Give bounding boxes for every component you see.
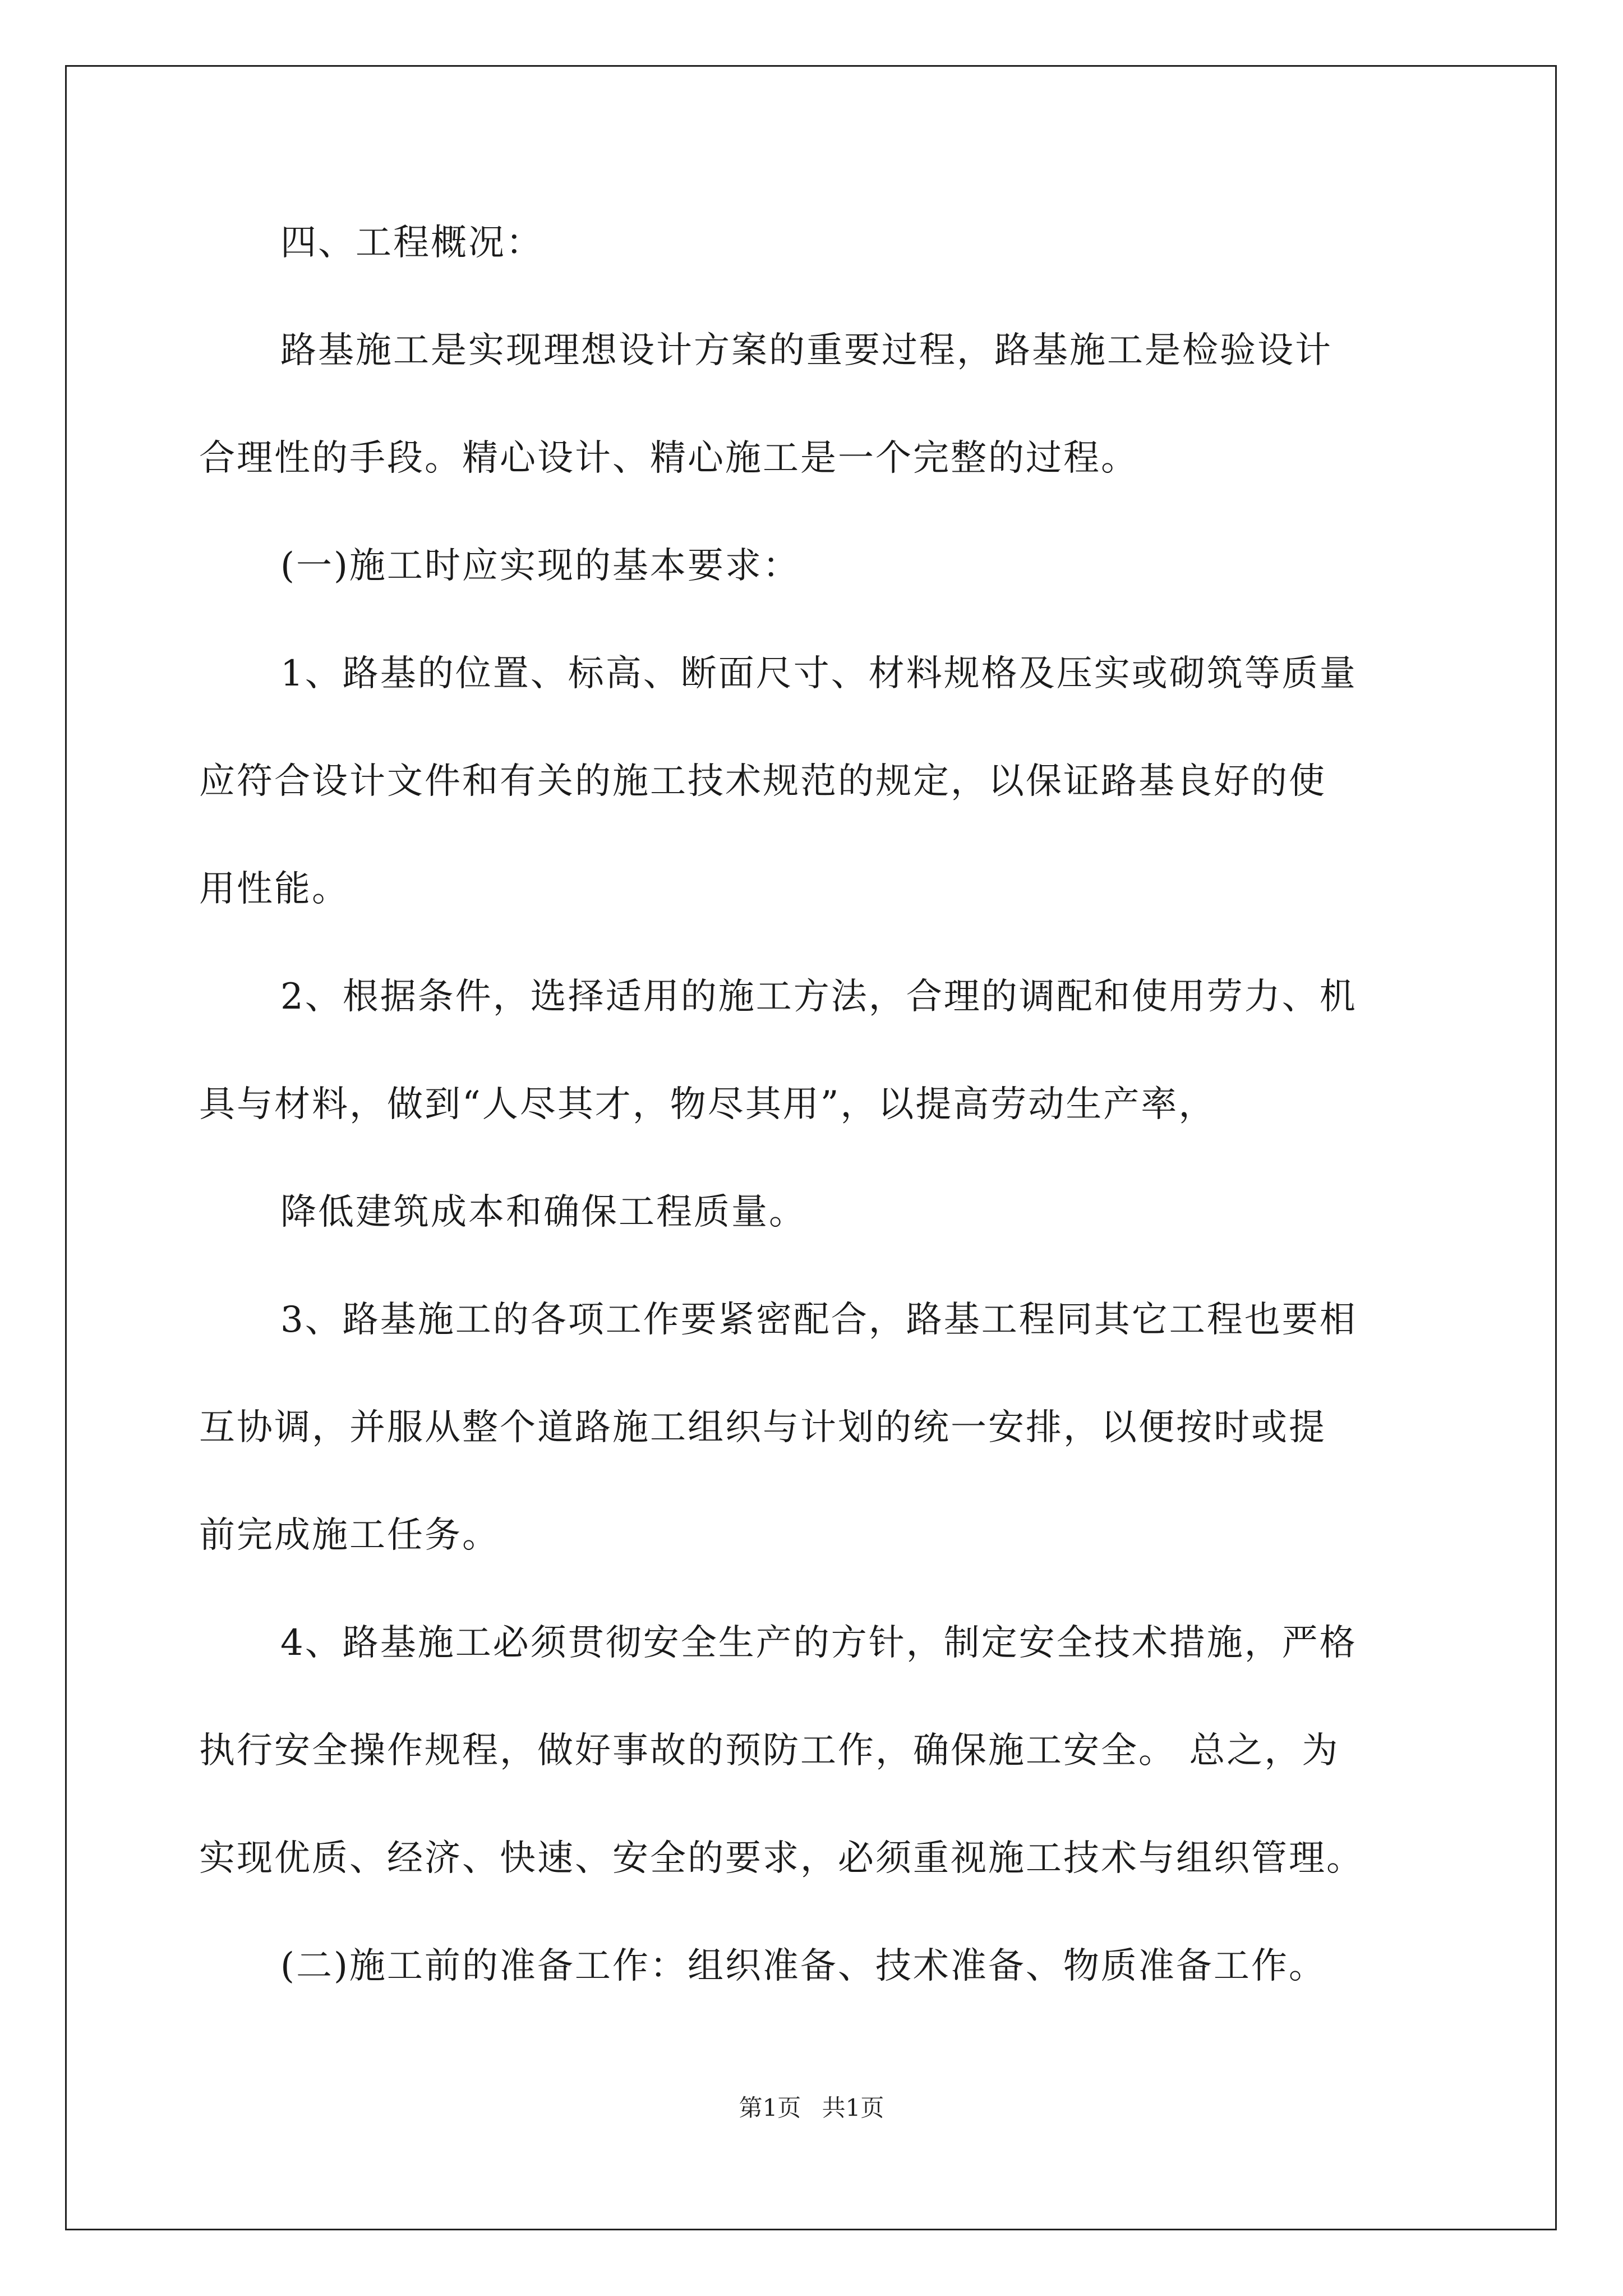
paragraph-line: 前完成施工任务。 [199,1515,500,1556]
paragraph-line: 路基施工是实现理想设计方案的重要过程，路基施工是检验设计 [280,330,1332,371]
subsection-heading: (二)施工前的准备工作：组织准备、技术准备、物质准备工作。 [280,1945,1326,1987]
page-border [65,65,1557,2230]
paragraph-line: 2、根据条件，选择适用的施工方法，合理的调配和使用劳力、机 [280,976,1357,1018]
page-total: 共1页 [822,2094,884,2122]
paragraph-line: 3、路基施工的各项工作要紧密配合，路基工程同其它工程也要相 [280,1299,1357,1341]
paragraph-line: 应符合设计文件和有关的施工技术规范的规定，以保证路基良好的使 [199,761,1326,802]
paragraph-line: 1、路基的位置、标高、断面尺寸、材料规格及压实或砌筑等质量 [280,653,1357,694]
paragraph-line: 实现优质、经济、快速、安全的要求，必须重视施工技术与组织管理。 [199,1838,1364,1879]
paragraph-line: 互协调，并服从整个道路施工组织与计划的统一安排，以便按时或提 [199,1407,1326,1448]
paragraph-line: 降低建筑成本和确保工程质量。 [280,1191,806,1233]
subsection-heading: (一)施工时应实现的基本要求： [280,545,800,587]
paragraph-line: 执行安全操作规程，做好事故的预防工作，确保施工安全。 总之，为 [199,1730,1340,1772]
paragraph-line: 4、路基施工必须贯彻安全生产的方针，制定安全技术措施，严格 [280,1622,1357,1664]
section-heading: 四、工程概况： [280,222,543,264]
paragraph-line: 具与材料，做到“人尽其才，物尽其用”，以提高劳动生产率， [199,1084,1216,1125]
paragraph-line: 用性能。 [199,868,349,910]
paragraph-line: 合理性的手段。精心设计、精心施工是一个完整的过程。 [199,438,1138,479]
page-footer [0,2092,1623,2124]
page-number: 第1页 [739,2094,801,2122]
